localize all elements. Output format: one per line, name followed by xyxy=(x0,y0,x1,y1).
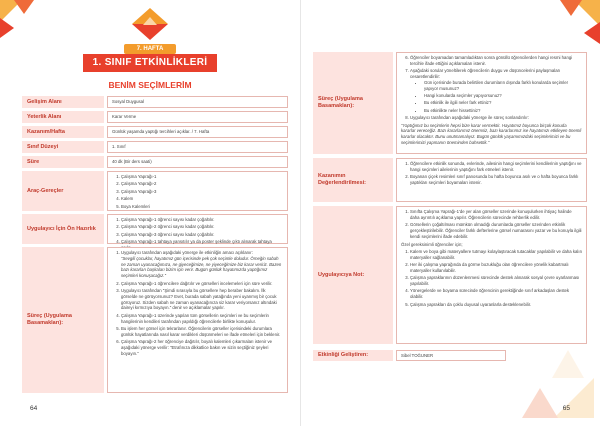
list-item: 1. Öğrencilere etkinlik sonunda, evlerinde, ailesinin hangi seçimlerini kendilerinin yaptığını ve hangi seçimleri ailelerinin yaptığını fark etmeleri istenir. xyxy=(410,161,582,173)
step-text: Uygulayıcı tarafından aşağıdaki yönerge ile etkinliğin amacı açıklanır: xyxy=(121,250,253,255)
row-preparation xyxy=(22,214,288,244)
preparation-list xyxy=(107,214,288,244)
list-item xyxy=(410,68,582,113)
list-item: 4. Yönergelerde ve boyama sürecinde öğrencinin gerektiğinde sınıf arkadaşları destek olabilir. xyxy=(410,288,582,300)
row-label: Uygulayıcıya Not: xyxy=(313,206,393,344)
row-label: Süreç (Uygulama Basamakları): xyxy=(22,247,104,393)
row-label: Kazanım/Hafta xyxy=(22,126,104,138)
list-item: 2. Boyanan çiçek resimleri sınıf panosunda bu hafta boyunca asılı ve o hafta boyunca farklı yaptıkları seçimleri boyamaları istenir. xyxy=(410,174,582,186)
list-item: 2. Çalışma Yaprağı-2 xyxy=(121,181,283,187)
row-author xyxy=(313,350,587,361)
list-item: 8. Uygulayıcı tarafından aşağıdaki yönerge ile süreç sonlandırılır: xyxy=(410,115,582,121)
materials-list xyxy=(107,171,288,211)
list-item: 4. Çalışma Yaprağı-1 tahtaya yansıtılır ya da poster şeklinde çıktı alınarak tahtaya xyxy=(121,239,283,251)
list-item: 5. Çalışma yaprakları da çoklu duyusal uyaranlarla desteklenebilir. xyxy=(410,302,582,308)
notes-list xyxy=(396,206,587,344)
list-item: 2. Her iki çalışma yaprağında da görme bozukluğu olan öğrencilere yönelik kabartmalı materyaller kullanılabilir. xyxy=(410,262,582,274)
step-text: Aşağıdaki sorular yöneltilerek öğrencilerin duygu ve düşüncelerini paylaşmaları cesaretlendirilir: xyxy=(410,68,561,79)
row-value: 40 dk (Bir ders saati) xyxy=(107,156,288,168)
row-process-cont xyxy=(313,52,587,154)
list-item: 3. Uygulayıcı tarafından "Şimdi sırasıyla bu görsellere hep beraber bakalım. İlk görselde ne görüyorsunuz? Evet, burada sabah yatağında yeni uyanmış bir çocuk görüyoruz. Sizden sabah ne zaman uyanacağınıza siz karar veriyorsanız altındaki daireyi kırmızıya boyayın." denir ve açıklamalar yapılır. xyxy=(121,288,283,311)
row-label: Uygulayıcı İçin Ön Hazırlık xyxy=(22,214,104,244)
page-number-right: 65 xyxy=(562,405,570,412)
row-assessment xyxy=(313,158,587,202)
row-value: Sosyal Duygusal xyxy=(107,96,288,108)
author-name: Sibel TOĞUNER xyxy=(396,350,506,361)
list-item: 6. Öğrenciler boyamadan tamamladıktan sonra gönüllü öğrencilerden hangi resmi hangi tercihle ifade ettiğini açıklamaları istenir. xyxy=(410,55,582,67)
row-yeterlik xyxy=(22,111,288,123)
question-item: • Gün içerisinde burada belirtilen durumların dışında farklı konularda seçimler yapıyor musunuz? xyxy=(424,80,582,92)
question-item: • Bu etkinlik ile ilgili neler fark ettiniz? xyxy=(424,100,582,106)
row-label: Süre xyxy=(22,156,104,168)
list-item xyxy=(121,250,283,279)
list-item: 4. Kalem xyxy=(121,196,283,202)
decorative-pattern xyxy=(0,0,60,40)
page-number-left: 64 xyxy=(30,405,38,412)
list-item: 1. Çalışma Yaprağı-1 xyxy=(121,174,283,180)
list-item: 5. Bu işlem her görsel için tekrarlanır. Öğrencilerin görseller içerisindeki durumlara günlük hayatlarında nasıl karar verdikleri düşünmeleri ve ifade etmeleri için beklenir. xyxy=(121,326,283,338)
process-steps xyxy=(107,247,288,393)
week-badge: 7. HAFTA xyxy=(124,44,176,54)
row-label: Araç-Gereçler xyxy=(22,171,104,211)
list-item: 1. Sınıfta Çalışma Yaprağı-1'de yer alan görseller üzerinde konuşulurken ihtiyaç halinde daha ayrıntılı açıklama yapılır. Öğrencilerin sürecinde rehberlik edilir. xyxy=(410,209,582,221)
row-gelisim xyxy=(22,96,288,108)
row-process xyxy=(22,247,288,393)
row-value: 1. Sınıf xyxy=(107,141,288,153)
list-item: 2. Çalışma Yaprağı-2 öğrenci sayısı kadar çoğaltılır. xyxy=(121,224,283,230)
closing-quote: "Yaptığımız bu seçimlerin hepsi bize karar vermektir. Hayatımız boyunca birçok konuda kararlar vereceğiz. Bazı kararlarımız önemsiz, bazı kararlarımız ise hayatımızı etkileyen önemli kararlar olacaktır. Bunu unutmamalıyız. Bugün günlük yaşamımızdaki seçimlerimizi ve bu seçimlerimizi yapmanın öneminden bahsettik." xyxy=(401,122,582,145)
row-notes xyxy=(313,206,587,344)
row-kazanim xyxy=(22,126,288,138)
row-materials xyxy=(22,171,288,211)
list-item: 3. Çalışma yapraklarının düzenlenmesi sürecinde destek alınarak sosyal çevre uyarlanması yapılabilir. xyxy=(410,275,582,287)
list-item: 6. Çalışma Yaprağı-2 her öğrenciye dağıtılır, boyalı kalemleri çıkarmaları istenir ve aşağıdaki yönerge verilir: "Etrafınıza dikkatlice bakın ve sizin seçtiğiniz şeyleri boyayın." xyxy=(121,339,283,356)
list-item: 3. Çalışma Yaprağı-3 öğrenci sayısı kadar çoğaltılır. xyxy=(121,232,283,238)
row-label: Gelişim Alanı xyxy=(22,96,104,108)
list-item: 1. Çalışma Yaprağı-1 öğrenci sayısı kadar çoğaltılır. xyxy=(121,217,283,223)
process-steps xyxy=(396,52,587,154)
row-sinif xyxy=(22,141,288,153)
question-item: • Hangi konularda seçimler yapıyorsunuz? xyxy=(424,93,582,99)
row-label: Yeterlik Alanı xyxy=(22,111,104,123)
list-item: 3. Çalışma Yaprağı-3 xyxy=(121,189,283,195)
activity-title: BENİM SEÇİMLERİM xyxy=(108,80,192,90)
row-value: Günlük yaşamda yaptığı tercihleri açıklar. / 7. Hafta xyxy=(107,126,288,138)
list-item: 1. Kalem ve boya gibi materyallere tutmayı kolaylaştıracak tutacaklar yapılabilir ve daha kalın materyaller sağlanabilir. xyxy=(410,249,582,261)
list-item: 2. Çalışma Yaprağı-1 öğrencilere dağıtılır ve görselleri incelemeleri için süre verilir. xyxy=(121,281,283,287)
decorative-diamond xyxy=(132,8,168,42)
special-needs-title: Özel gereksinimli öğrenciler için; xyxy=(401,241,463,247)
row-label: Sınıf Düzeyi xyxy=(22,141,104,153)
row-sure xyxy=(22,156,288,168)
list-item: 4. Çalışma Yaprağı-1 üzerinde yapılan tüm görsellerin seçimleri ve bu seçimlerin hangilerinin kendileri tarafından yapıldığı öğrencilerle birlikte konuşulur. xyxy=(121,313,283,325)
list-item: 5. Boya Kalemleri xyxy=(121,204,283,210)
assessment-list xyxy=(396,158,587,202)
right-page xyxy=(300,0,600,426)
question-item: • Bu etkinlikte neler hissettiniz? xyxy=(424,108,582,114)
row-value: Karar Verme xyxy=(107,111,288,123)
decorative-pattern xyxy=(530,0,600,46)
row-label: Etkinliği Geliştiren: xyxy=(313,350,393,361)
list-item: 2. Görsellerin çoğaltılması mümkün olmadığı durumlarda görseller üzerinden etkinlik gerçekleştirilebilir. Öğrenciler farklı defterlerine görsel numarasını yazar ve bu konuyla ilgili kendi seçimlerini ifade edebilir. xyxy=(410,222,582,239)
section-banner: 1. SINIF ETKİNLİKLERİ xyxy=(83,54,217,72)
row-label: Kazanımın Değerlendirilmesi: xyxy=(313,158,393,202)
row-label: Süreç (Uygulama Basamakları): xyxy=(313,52,393,154)
quote-text: "Sevgili çocuklar, hayatımız gün içerisinde pek çok seçimle doludur. Örneğin sabah ne zaman uyanacağımıza, ne giyeceğimize, ne yiyeceğimize biz karar veririz. Bazen bazı kararları başkaları bizim için verir. Bugün günlük hayatımızda yaptığımız seçimleri konuşacağız." xyxy=(121,255,282,279)
